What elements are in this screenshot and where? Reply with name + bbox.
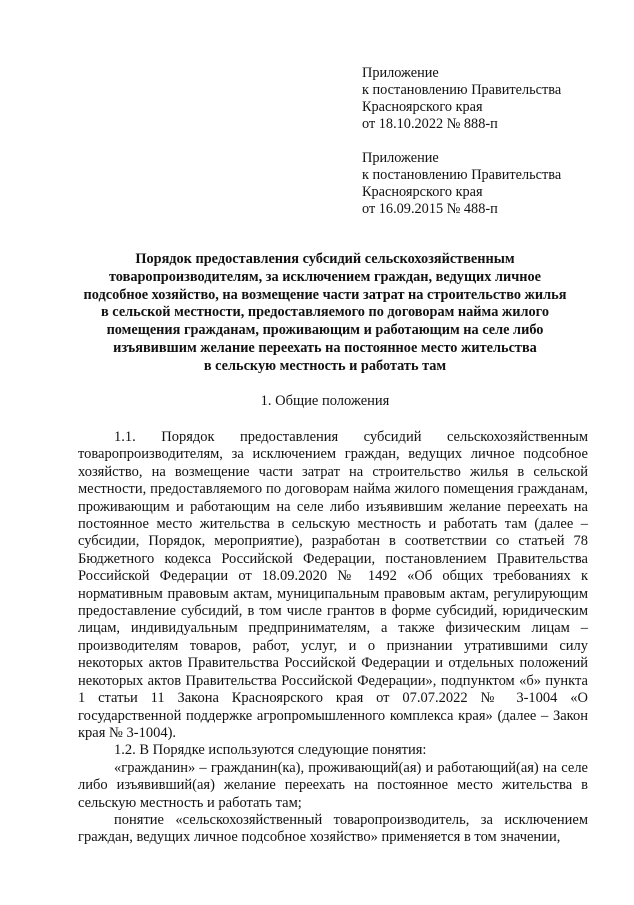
appendix-region-line: Красноярского края: [362, 99, 483, 115]
document-title: [60, 251, 590, 376]
appendix-label: Приложение: [362, 150, 439, 166]
title-line: Порядок предоставления субсидий сельскохозяйственным: [135, 251, 515, 267]
appendix-block-2015: [362, 150, 624, 218]
appendix-block-2022: [362, 65, 624, 133]
title-line: в сельской местности, предоставляемого по договорам найма жилого: [101, 304, 549, 321]
appendix-resolution-line: к постановлению Правительства: [362, 82, 562, 98]
paragraph-1-2: 1.2. В Порядке используются следующие понятия:: [114, 742, 427, 759]
appendix-resolution-line: к постановлению Правительства: [362, 167, 562, 183]
appendix-label: Приложение: [362, 65, 439, 81]
appendix-region-line: Красноярского края: [362, 184, 483, 200]
appendix-date-number: от 18.10.2022 № 888-п: [362, 116, 498, 132]
paragraph-definition-producer: понятие «сельскохозяйственный товаропроизводитель, за исключением граждан, ведущих личное подсобное хозяйство» применяется в том значении,: [78, 811, 588, 846]
document-body: [78, 429, 588, 847]
title-line: подсобное хозяйство, на возмещение части затрат на строительство жилья: [83, 286, 567, 303]
title-line: помещения гражданам, проживающим и работающим на селе либо: [106, 322, 544, 339]
appendix-date-number: от 16.09.2015 № 488-п: [362, 201, 498, 217]
section-heading: 1. Общие положения: [260, 393, 390, 409]
title-line: изъявившим желание переехать на постоянное место жительства: [113, 339, 537, 356]
paragraph-1-1: 1.1. Порядок предоставления субсидий сельскохозяйственным товаропроизводителям, за исключением граждан, ведущих личное подсобное хозяйство, на возмещение части затрат на строительство жилья в сельской местности, предоставляемого по договорам найма жилого помещения гражданам, проживающим и работающим на селе либо изъявившим желание переехать на постоянное место жительства в сельскую местность и работать там (далее – субсидии, Порядок, мероприятие), разработан в соответствии со статьей 78 Бюджетного кодекса Российской Федерации, постановлением Правительства Российской Федерации от 18.09.2020 № 1492 «Об общих требованиях к нормативным правовым актам, муниципальным правовым актам, регулирующим предоставление субсидий, в том числе грантов в форме субсидий, юридическим лицам, индивидуальным предпринимателям, а также физическим лицам – производителям товаров, работ, услуг, и о признании утратившими силу некоторых актов Правительства Российской Федерации и отдельных положений некоторых актов Правительства Российской Федерации», подпунктом «б» пункта 1 статьи 11 Закона Красноярского края от 07.07.2022 № 3-1004 «О государственной поддержке агропромышленного комплекса края» (далее – Закон края № 3-1004).: [78, 429, 588, 741]
title-line: товаропроизводителям, за исключением граждан, ведущих личное: [108, 268, 542, 285]
title-line: в сельскую местность и работать там: [203, 357, 447, 374]
paragraph-definition-citizen: «гражданин» – гражданин(ка), проживающий(ая) и работающий(ая) на селе либо изъявивший(ая) желание переехать на постоянное место жительства в сельскую местность и работать там;: [78, 759, 588, 811]
